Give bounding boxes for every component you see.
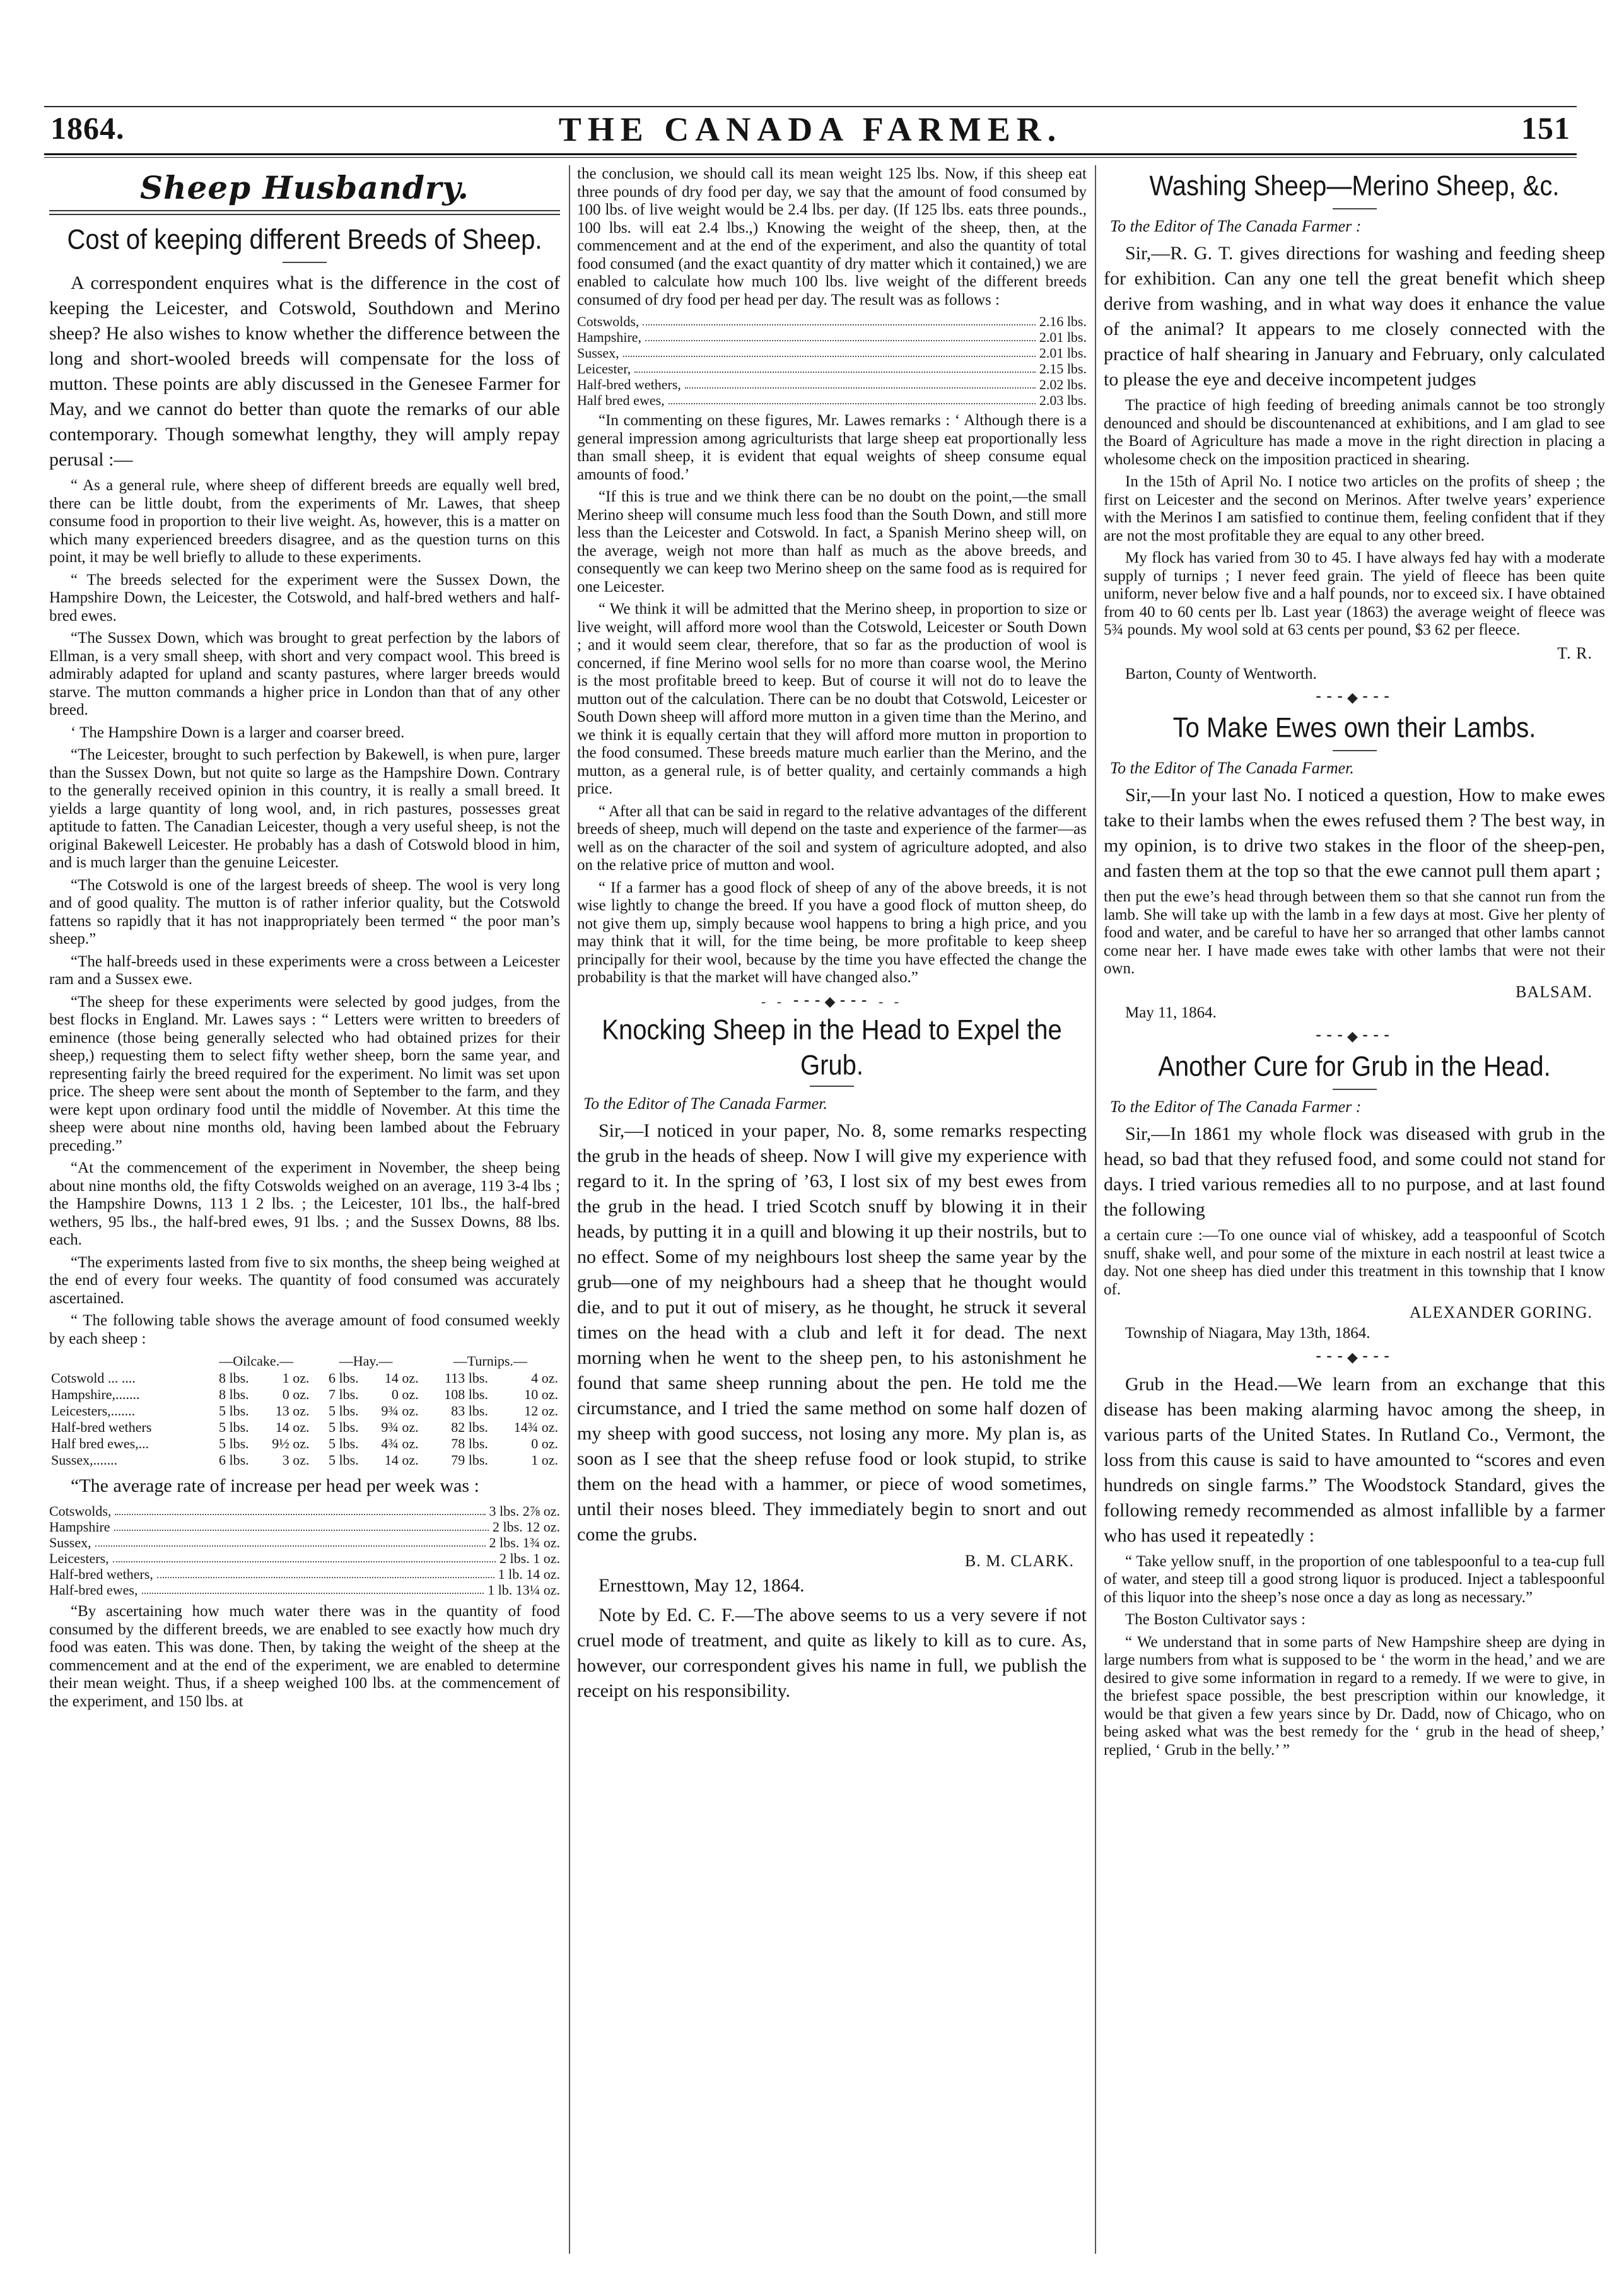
paragraph: “ After all that can be said in regard to the relative advantages of the different breeds of sheep, much will depend on the taste and experience of the farmer—as well as on the character of the soil and system of agriculture adopted, and also on the relative price of mutton and wool.: [577, 802, 1087, 874]
article-title: To Make Ewes own their Lambs.: [1172, 712, 1536, 744]
separator-ornament: ⁃⁃⁃◆⁃⁃⁃: [1315, 1028, 1394, 1044]
table-cell: 9¾ oz.: [381, 1419, 419, 1435]
paragraph: “In commenting on these figures, Mr. Lawes remarks : ‘ Although there is a general impression among agriculturists that large sheep eat proportionally less than small sheep, it is evident that equal weights of sheep consume equal amounts of food.’: [577, 412, 1087, 483]
table-cell: 7 lbs.: [328, 1386, 359, 1402]
dateline: Township of Niagara, May 13th, 1864.: [1125, 1325, 1370, 1342]
table-cell: 8 lbs.: [219, 1386, 249, 1402]
table-row: [49, 1419, 560, 1436]
paragraph: “The Sussex Down, which was brought to great perfection by the labors of Ellman, is a very small sheep, with short and very compact wool. This breed is admirably adapted for upland and scanty pastures, where larger breeds would starve. The mutton commands a higher price in London than that of any other breed.: [49, 630, 560, 718]
paragraph: “The Cotswold is one of the largest breeds of sheep. The wool is very long and of good quality. The mutton is of rather inferior quality, but the Cotswold fattens so rapidly that it has not inappropriately been termed “ the poor man’s sheep.”: [49, 876, 560, 947]
list-item: Half-bred wethers, 1 lb. 14 oz.: [49, 1566, 560, 1582]
table-cell: 82 lbs.: [451, 1419, 488, 1435]
list-item: Leicester, 2.15 lbs.: [577, 361, 1087, 377]
paragraph: Sir,—In 1861 my whole flock was diseased with grub in the head, so bad that they refused food, and some could not stand for days. I tried various remedies all to no purpose, and at last found the following: [1104, 1123, 1605, 1220]
table-cell: 9½ oz.: [272, 1436, 310, 1451]
paragraph: ‘ The Hampshire Down is a larger and coarser breed.: [71, 724, 405, 741]
signature: ALEXANDER GORING.: [1410, 1303, 1592, 1321]
table-cell: 9¾ oz.: [381, 1403, 419, 1419]
table-cell: 4 oz.: [531, 1370, 558, 1386]
table-cell: Leicesters,.......: [51, 1403, 136, 1419]
table-cell: 4¾ oz.: [381, 1436, 419, 1451]
dateline: May 11, 1864.: [1125, 1004, 1217, 1021]
food-table: [49, 1352, 560, 1468]
column-1: [49, 165, 560, 2254]
paragraph: In the 15th of April No. I notice two articles on the profits of sheep ; the first on Leicester and the second on Merinos. After twelve years’ experience with the Merinos I am satisfied to continue them, feeling confident that if they are not the most profitable they are equal to any other breed.: [1104, 473, 1605, 544]
article-title: Knocking Sheep in the Head to Expel the Grub.: [602, 1014, 1062, 1081]
table-cell: 14¾ oz.: [513, 1419, 558, 1435]
title-rule: [1333, 1089, 1377, 1090]
table-cell: 12 oz.: [524, 1403, 558, 1419]
table-cell: 1 oz.: [282, 1370, 310, 1386]
table-cell: Half-bred wethers: [51, 1419, 152, 1435]
list-item: Hampshire 2 lbs. 12 oz.: [49, 1519, 560, 1535]
table-row: [49, 1403, 560, 1419]
table-cell: 79 lbs.: [451, 1452, 488, 1468]
table-cell: 1 oz.: [531, 1452, 558, 1468]
paragraph: Grub in the Head.—We learn from an exchange that this disease has been making alarming havoc among the sheep, in various parts of the United States. In Rutland Co., Vermont, the loss from this cause is said to have amounted to “scores and even hundreds on single farms.” The Woodstock Standard, gives the following remedy recommended as almost infallible by a farmer who has used it repeatedly :: [1104, 1373, 1605, 1546]
column-divider: [1095, 165, 1096, 2254]
table-header: —Oilcake.—: [219, 1353, 294, 1369]
column-divider: [569, 165, 570, 2254]
paragraph: then put the ewe’s head through between them so that she cannot run from the lamb. She will take up with the lamb in a few days at most. Give her plenty of food and water, and be careful to have her so arranged that other lambs cannot come near her. I have made ewes take with other lambs that were not their own.: [1104, 888, 1605, 977]
paragraph: The practice of high feeding of breeding animals cannot be too strongly denounced and should be discountenanced at exhibitions, and I am glad to see the Board of Agriculture has made a move in the right direction in placing a wholesome check on the imposition practiced in shearing.: [1104, 397, 1605, 468]
paragraph: the conclusion, we should call its mean weight 125 lbs. Now, if this sheep eat three pounds of dry food per day, we say that the amount of food consumed by 100 lbs. of live weight would be 2.4 lbs. per day. (If 125 lbs. eats three pounds., 100 lbs. will eat 2.4 lbs.,) Knowing the weight of the sheep, then, at the commencement and at the end of the experiment, and also the quantity of total food consumed (and the exact quantity of dry matter which it contained,) we are enabled to calculate how much 100 lbs. live weight of the different breeds consumed of dry food per head per day. The result was as follows :: [577, 165, 1087, 308]
paragraph: The Boston Cultivator says :: [1125, 1611, 1306, 1628]
to-editor-line: To the Editor of The Canada Farmer.: [1110, 759, 1354, 777]
to-editor-line: To the Editor of The Canada Farmer :: [1110, 217, 1362, 235]
editor-note: Note by Ed. C. F.—The above seems to us a very severe if not cruel mode of treatment, and quite as likely to kill as to cure. As, however, our correspondent gives his name in full, we publish the receipt on his responsibility.: [577, 1604, 1087, 1701]
paragraph: “The Leicester, brought to such perfection by Bakewell, is when pure, larger than the Sussex Down, but not quite so large as the Hampshire Down. Contrary to the generally received opinion in this country, it is really a small breed. It yields a large quantity of long wool, and, in rich pastures, possesses great aptitude to fatten. The Canadian Leicester, though a very useful sheep, is not the original Bakewell Leicester. He probably has a dash of Cotswold blood in him, and is much larger than the genuine Leicester.: [49, 746, 560, 871]
page-number: 151: [1521, 110, 1570, 146]
list-item: Sussex, 2.01 lbs.: [577, 345, 1087, 361]
to-editor-line: To the Editor of The Canada Farmer.: [583, 1094, 827, 1113]
dateline: Ernesttown, May 12, 1864.: [599, 1574, 805, 1596]
table-cell: Sussex,.......: [51, 1452, 118, 1468]
table-cell: 10 oz.: [524, 1386, 558, 1402]
paragraph: My flock has varied from 30 to 45. I have always fed hay with a moderate supply of turnips ; I never feed grain. The yield of fleece has been quite uniform, never below five and a half pounds, nor to exceed six. I have obtained from 40 to 60 cents per lb. Last year (1863) the average weight of fleece was 5¾ pounds. My wool sold at 63 cents per pound, $3 62 per fleece.: [1104, 549, 1605, 638]
list-item: Half-bred ewes, 1 lb. 13¼ oz.: [49, 1582, 560, 1598]
rate-list: [49, 1503, 560, 1598]
table-cell: 14 oz.: [384, 1452, 419, 1468]
list-item: Cotswolds, 3 lbs. 2⅞ oz.: [49, 1503, 560, 1519]
article-title: Cost of keeping different Breeds of Sheep.: [67, 224, 542, 255]
paragraph: “ If a farmer has a good flock of sheep of any of the above breeds, it is not wise lightly to change the breed. If you have a good flock of mutton sheep, do not give them up, simply because wool happens to bring a high price, and you may think that it will, for the time being, be more profitable to keep sheep principally for their wool, because by the time you have effected the change the probability is that the market will have changed also.”: [577, 879, 1087, 986]
table-cell: 83 lbs.: [451, 1403, 488, 1419]
table-cell: 14 oz.: [384, 1370, 419, 1386]
masthead: [44, 107, 1577, 151]
paragraph: “If this is true and we think there can be no doubt on the point,—the small Merino sheep will consume much less food than the South Down, and still more less than the Leicester and Cotswold. In fact, a Spanish Merino sheep will, on the average, weigh not more than half as much as the above breeds, and consequently we can keep two Merino sheep on the same food as is required for one Leicester.: [577, 488, 1087, 595]
article-title: Washing Sheep—Merino Sheep, &c.: [1149, 170, 1560, 202]
table-cell: 5 lbs.: [328, 1452, 359, 1468]
title-rule: [1333, 750, 1377, 751]
table-cell: 0 oz.: [282, 1386, 310, 1402]
paragraph: “The average rate of increase per head per week was :: [71, 1475, 479, 1496]
article-intro: A correspondent enquires what is the difference in the cost of keeping the Leicester, and Cotswold, Southdown and Merino sheep? He also wishes to know whether the difference between the long and short-wooled breeds will compensate for the loss of mutton. These points are ably discussed in the Genesee Farmer for May, and we cannot do better than quote the remarks of our able contemporary. Though somewhat lengthy, they will amply repay perusal :—: [49, 272, 560, 470]
table-cell: 5 lbs.: [328, 1403, 359, 1419]
paragraph: Sir,—I noticed in your paper, No. 8, some remarks respecting the grub in the heads of sheep. Now I will give my experience with regard to it. In the spring of ’63, I lost six of my best ewes from the grub in the head. I tried Scotch snuff by blowing it in their heads, by putting it in a quill and blowing it up their nostrils, but to no effect. Some of my neighbours lost sheep the same year by the grub—one of my neighbours had a sheep that he thought would die, and to put it out of misery, as he thought, he struck it several times on the head with a club and left it for dead. The next morning when he went to the sheep pen, to his astonishment he found that same sheep running about the pen. He told me the circumstance, and I tried the same method on some half dozen of my sheep with good success, not losing any more. My plan is, as soon as I see that the sheep refuse food or look stupid, to strike them on the head with a hammer, or piece of wood sometimes, until their noses bleed. They immediately begin to snort and out come the grubs.: [577, 1120, 1087, 1545]
paragraph: Sir,—R. G. T. gives directions for washing and feeding sheep for exhibition. Can any one tell the great benefit which sheep derive from washing, and in what way does it enhance the value of the animal? It appears to me closely connected with the practice of half shearing in January and February, only calculated to please the eye and deceive incompetent judges: [1104, 243, 1605, 390]
paragraph: “ We think it will be admitted that the Merino sheep, in proportion to size or live weight, will afford more wool than the Cotswold, Leicester or South Down ; and it would seem clear, therefore, that so far as the production of wool is concerned, if fine Merino wool sells for no more than coarse wool, the Merino is the most profitable breed to keep. But of course it will not do to leave the mutton out of the calculation. There can be no doubt that Cotswold, Leicester or South Down sheep will afford more mutton in a given time than the Merino, and we think it is equally certain that they will afford more mutton in proportion to the food consumed. These breeds mature much earlier than the Merino, and the mutton, as a general rule, is of better quality, and certainly commands a high price.: [577, 601, 1087, 797]
table-cell: 0 oz.: [531, 1436, 558, 1451]
paragraph: “The half-breeds used in these experiments were a cross between a Leicester ram and a Sussex ewe.: [49, 952, 560, 988]
article-title: Another Cure for Grub in the Head.: [1158, 1051, 1551, 1082]
table-cell: 14 oz.: [275, 1419, 310, 1435]
title-rule: [283, 262, 327, 263]
signature: BALSAM.: [1516, 982, 1592, 1001]
column-2: [577, 165, 1087, 2254]
table-cell: 5 lbs.: [219, 1403, 249, 1419]
table-cell: 8 lbs.: [219, 1370, 249, 1386]
table-cell: 3 oz.: [282, 1452, 310, 1468]
paragraph: a certain cure :—To one ounce vial of whiskey, add a teaspoonful of Scotch snuff, shake well, and pour some of the mixture in each nostril at least twice a day. Not one sheep has died under this treatment in this township that I know of.: [1104, 1227, 1605, 1298]
paragraph: “ As a general rule, where sheep of different breeds are equally well bred, there can be little doubt, from the experiments of Mr. Lawes, that sheep consume food in proportion to their live weight. As, however, this is a matter on which many experienced breeders disagree, and as the question turns on this point, it may be well briefly to allude to these experiments.: [49, 477, 560, 566]
table-cell: Hampshire,.......: [51, 1386, 140, 1402]
table-cell: 5 lbs.: [219, 1436, 249, 1451]
paragraph: “ We understand that in some parts of New Hampshire sheep are dying in large numbers from what is supposed to be ‘ the worm in the head,’ and we are desired to give some information in regard to a remedy. If we were to give, in the briefest space possible, the best prescription within our knowledge, it would be that given a few years since by Dr. Dadd, now of Chicago, who on being asked what was the best remedy for the ‘ grub in the head of sheep,’ replied, ‘ Grub in the belly.’ ”: [1104, 1633, 1605, 1759]
signature: B. M. CLARK.: [964, 1551, 1074, 1570]
separator-ornament: - - ⁃⁃⁃◆⁃⁃⁃ - -: [761, 993, 903, 1009]
table-cell: 113 lbs.: [445, 1370, 488, 1386]
table-cell: Cotswold ... ....: [51, 1370, 136, 1386]
paragraph: “ Take yellow snuff, in the proportion of one tablespoonful to a tea-cup full of water, and steep till a good strong liquor is produced. Inject a tablespoonful of this liquor into the sheep’s nose once a day as long as necessary.”: [1104, 1552, 1605, 1606]
table-cell: 78 lbs.: [451, 1436, 488, 1451]
paragraph: “The sheep for these experiments were selected by good judges, from the best flocks in England. Mr. Lawes says : “ Letters were written to breeders of eminence (those being generally selected who had obtained prizes for their sheep,) requesting them to select fifty wether sheep, born the same year, and representing fairly the breed required for the experiment. No limit was set upon price. The sheep were sent about the month of September to the farm, and they were kept upon ordinary food until the middle of November. At this time the sheep were about nine months old, having been lambed about the February preceding.”: [49, 993, 560, 1154]
table-cell: 6 lbs.: [328, 1370, 359, 1386]
paragraph: Sir,—In your last No. I noticed a question, How to make ewes take to their lambs when the ewes refused them ? The best way, in my opinion, is to drive two stakes in the floor of the sheep-pen, and fasten them at the top so that the ewe cannot pull them apart ;: [1104, 785, 1605, 881]
table-header: [49, 1352, 201, 1370]
list-item: Sussex, 2 lbs. 1¾ oz.: [49, 1535, 560, 1550]
list-item: Half bred ewes, 2.03 lbs.: [577, 392, 1087, 408]
masthead-year: 1864.: [50, 110, 125, 146]
table-cell: 5 lbs.: [328, 1436, 359, 1451]
column-3: [1104, 165, 1605, 2254]
paragraph: “By ascertaining how much water there was in the quantity of food consumed by the different breeds, we are enabled to see exactly how much dry food was eaten. This was done. Then, by taking the weight of the sheep at the commencement and at the end of the experiment, we are enabled to determine their mean weight. Thus, if a sheep weighed 100 lbs. at the commencement of the experiment, and 150 lbs. at: [49, 1603, 560, 1710]
dry-food-list: [577, 313, 1087, 408]
paragraph: “At the commencement of the experiment in November, the sheep being about nine months old, the fifty Cotswolds weighed on an average, 119 3-4 lbs ; the Hampshire Downs, 113 1 2 lbs. ; the Leicester, 101 lbs., the half-bred wethers, 95 lbs., the half-bred ewes, 91 lbs. ; and the Sussex Downs, 88 lbs. each.: [49, 1159, 560, 1248]
table-cell: 108 lbs.: [444, 1386, 488, 1402]
table-header: —Turnips.—: [453, 1353, 527, 1369]
list-item: Half-bred wethers, 2.02 lbs.: [577, 377, 1087, 392]
dateline: Barton, County of Wentworth.: [1125, 665, 1317, 683]
title-rule: [1333, 208, 1377, 209]
list-item: Hampshire, 2.01 lbs.: [577, 329, 1087, 345]
double-rule: [49, 210, 560, 215]
table-cell: 5 lbs.: [328, 1419, 359, 1435]
separator-ornament: ⁃⁃⁃◆⁃⁃⁃: [1315, 1349, 1394, 1365]
paragraph: “The experiments lasted from five to six months, the sheep being weighed at the end of every four weeks. The quantity of food consumed was accurately ascertained.: [49, 1253, 560, 1307]
paragraph: “ The breeds selected for the experiment were the Sussex Down, the Hampshire Down, the Leicester, the Cotswold, and half-bred wethers and half-bred ewes.: [49, 571, 560, 624]
table-row: [49, 1370, 560, 1386]
table-row: [49, 1436, 560, 1452]
masthead-rule: [44, 153, 1577, 158]
table-cell: Half bred ewes,...: [51, 1436, 149, 1451]
table-cell: 13 oz.: [275, 1403, 310, 1419]
masthead-title: THE CANADA FARMER.: [558, 110, 1063, 148]
table-row: [49, 1386, 560, 1403]
table-row: [49, 1452, 560, 1468]
title-rule: [810, 1086, 854, 1087]
signature: T. R.: [1557, 643, 1592, 662]
section-heading: Sheep Husbandry.: [140, 169, 469, 206]
table-header: —Hay.—: [339, 1353, 393, 1369]
table-cell: 6 lbs.: [219, 1452, 249, 1468]
list-item: Leicesters, 2 lbs. 1 oz.: [49, 1550, 560, 1566]
table-cell: 5 lbs.: [219, 1419, 249, 1435]
separator-ornament: ⁃⁃⁃◆⁃⁃⁃: [1315, 689, 1394, 705]
to-editor-line: To the Editor of The Canada Farmer :: [1110, 1098, 1362, 1116]
paragraph: “ The following table shows the average amount of food consumed weekly by each sheep :: [49, 1312, 560, 1347]
list-item: Cotswolds, 2.16 lbs.: [577, 313, 1087, 329]
table-cell: 0 oz.: [391, 1386, 419, 1402]
